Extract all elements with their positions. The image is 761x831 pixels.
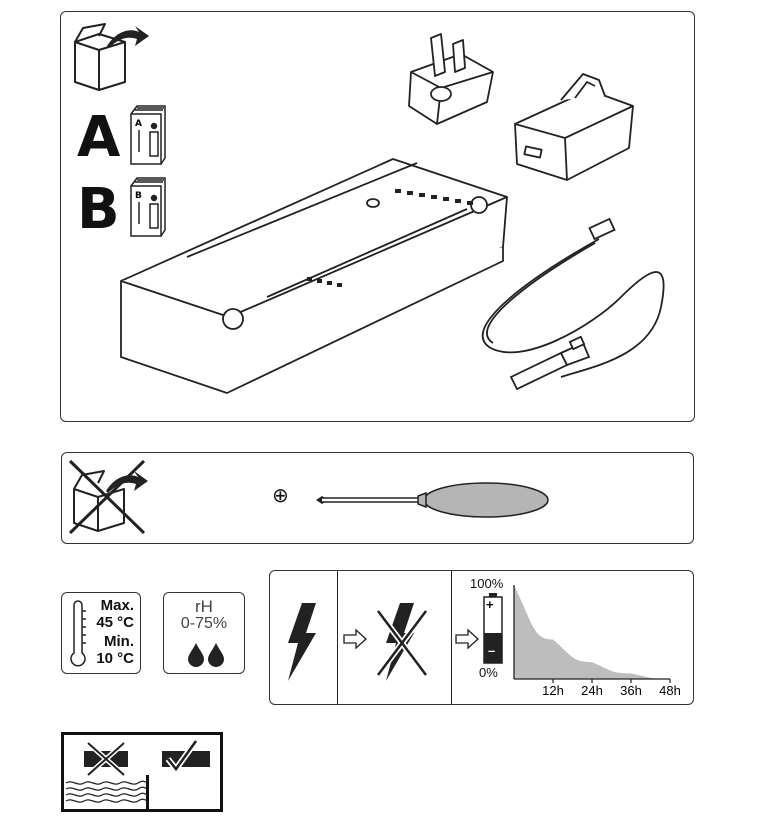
manual-b-small-letter: B — [135, 191, 142, 201]
screwdriver-icon — [314, 479, 554, 521]
package-contents-panel — [60, 11, 695, 422]
discharge-area — [514, 585, 670, 679]
temp-min-value: 10 °C — [96, 650, 134, 667]
thermometer-icon — [68, 599, 88, 669]
humidity-box — [163, 592, 245, 674]
manual-b-letter: B — [77, 177, 120, 242]
no-lightning-icon — [372, 601, 432, 683]
control-unit-icon — [117, 157, 517, 397]
divider-1 — [337, 571, 338, 704]
y-top-label: 100% — [470, 576, 504, 591]
battery-plus: + — [486, 597, 494, 612]
lightning-icon — [284, 601, 320, 683]
humidity-label: rH — [195, 597, 213, 616]
manual-a-letter: A — [77, 105, 121, 170]
unpack-box-icon — [69, 24, 149, 94]
power-adapter-icon — [509, 68, 639, 188]
plug-adapter-icon — [401, 32, 501, 132]
temp-max-label: Max. — [100, 597, 134, 614]
x-tick-label-12h: 12h — [542, 683, 564, 698]
x-tick-label-48h: 48h — [659, 683, 681, 698]
manual-a-small-letter: A — [135, 119, 142, 129]
battery-panel — [269, 570, 694, 705]
usb-cable-icon — [471, 217, 671, 407]
arrow-right-icon — [342, 629, 368, 649]
temp-min-label: Min. — [104, 633, 134, 650]
temp-max-value: 45 °C — [96, 614, 134, 631]
y-bottom-label: 0% — [479, 665, 498, 680]
discharge-chart — [510, 581, 680, 696]
battery-minus: – — [488, 643, 496, 658]
phillips-symbol: ⊕ — [272, 483, 289, 507]
mounting-box — [61, 732, 223, 812]
x-tick-label-36h: 36h — [620, 683, 642, 698]
divider-2 — [451, 571, 452, 704]
water-drops-icon — [186, 641, 226, 667]
temperature-box — [61, 592, 141, 674]
arrow-right-icon-2 — [454, 629, 480, 649]
tools-panel — [61, 452, 694, 544]
no-unpack-icon — [68, 459, 150, 535]
humidity-range: 0-75% — [180, 615, 228, 632]
no-water-mount-icon — [64, 735, 220, 809]
x-tick-label-24h: 24h — [581, 683, 603, 698]
